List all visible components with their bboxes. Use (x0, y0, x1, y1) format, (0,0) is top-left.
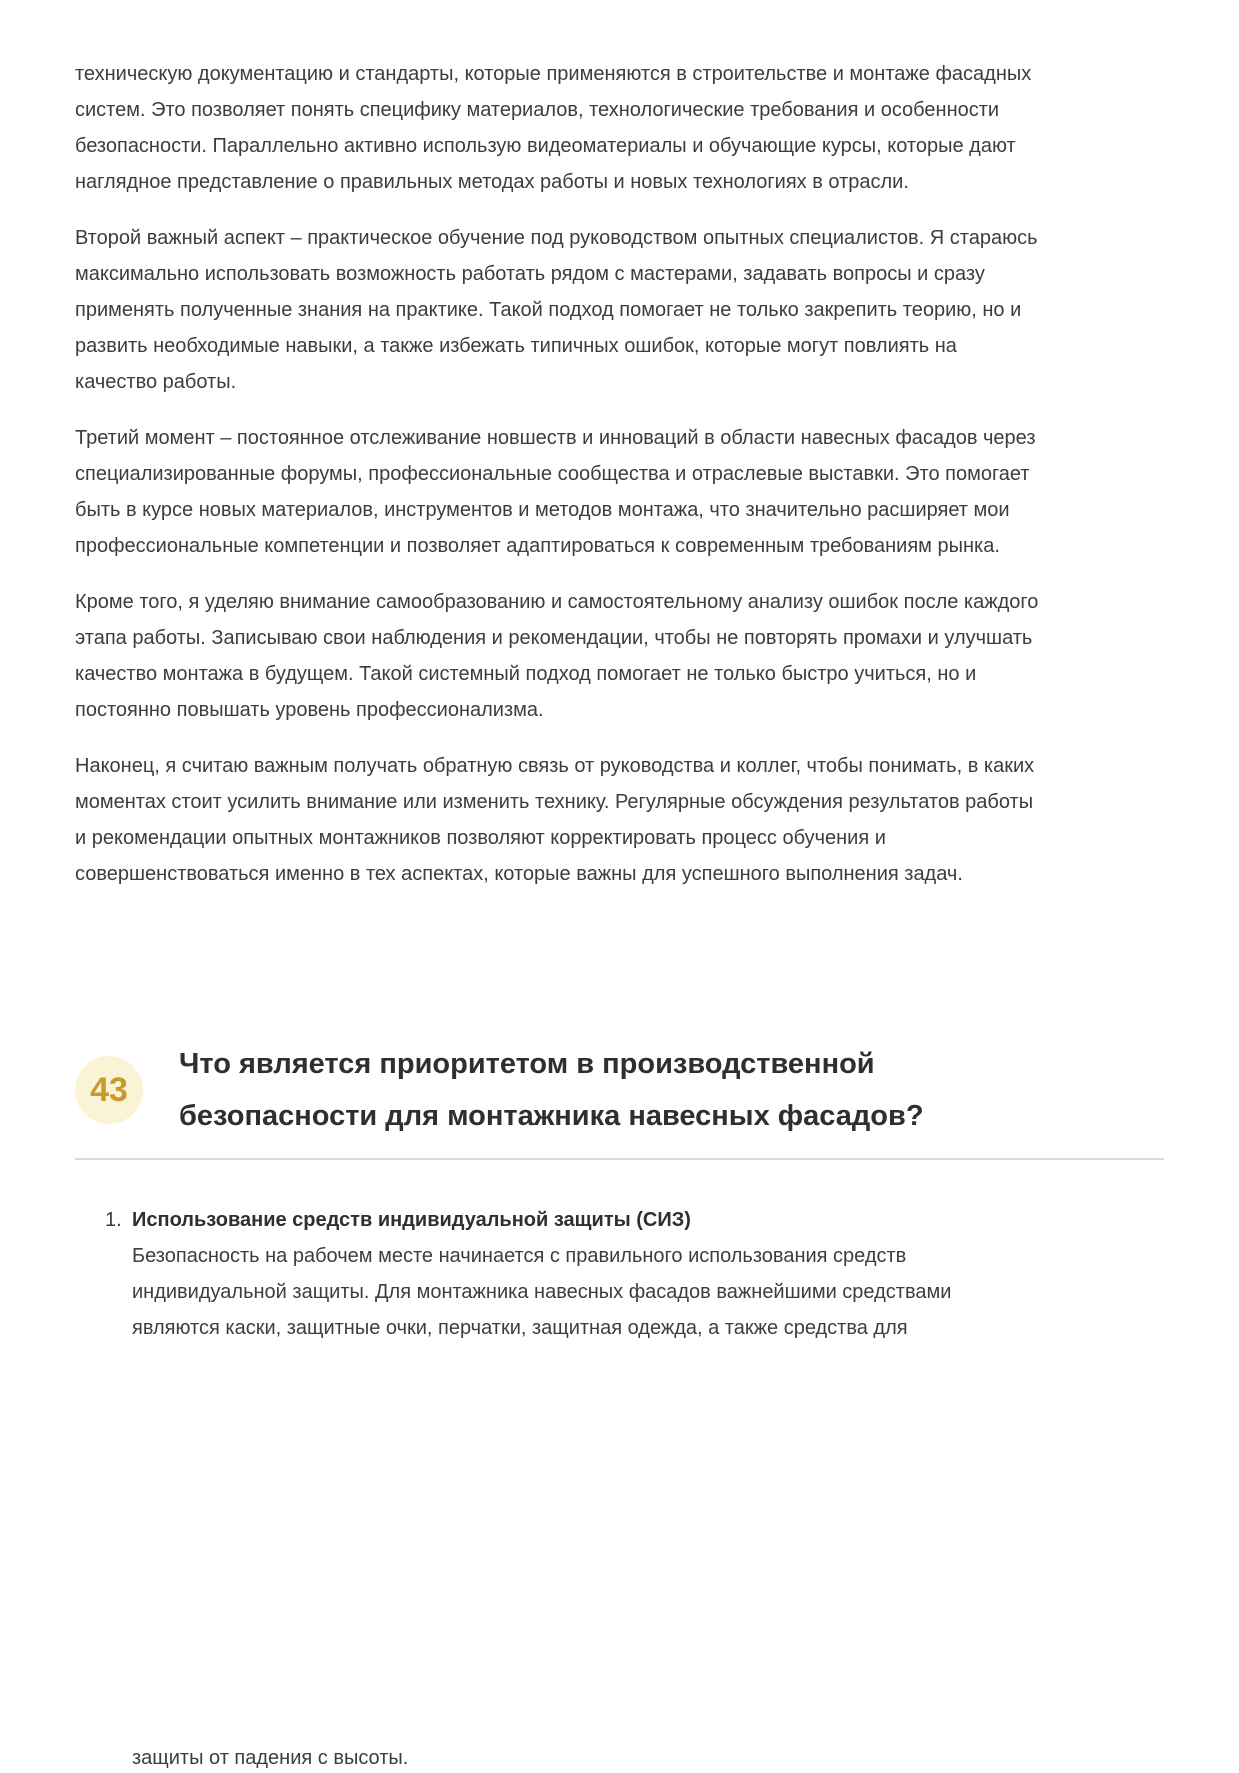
answer-list (75, 1202, 1010, 1346)
list-item (105, 1202, 1010, 1346)
question-block (75, 1038, 1164, 1142)
paragraph-5: Наконец, я считаю важным получать обратную связь от руководства и коллег, чтобы понимать, в каких моментах стоит усилить внимание или изменить технику. Регулярные обсуждения результатов работы и рекомендации опытных монтажников позволяют корректировать процесс обучения и совершенствоваться именно в тех аспектах, которые важны для успешного выполнения задач. (75, 755, 1035, 885)
paragraph-4: Кроме того, я уделяю внимание самообразованию и самостоятельному анализу ошибок после каждого этапа работы. Записываю свои наблюдения и рекомендации, чтобы не повторять промахи и улучшать качество монтажа в будущем. Такой системный подход помогает не только быстро учиться, но и постоянно повышать уровень профессионализма. (75, 591, 1039, 721)
question-title: Что является приоритетом в производственной безопасности для монтажника навесных фасадов? (179, 1048, 924, 1132)
question-number: 43 (90, 1070, 128, 1109)
paragraph-3: Третий момент – постоянное отслеживание новшеств и инноваций в области навесных фасадов через специализированные форумы, профессиональные сообщества и отраслевые выставки. Это помогает быть в курсе новых материалов, инструментов и методов монтажа, что значительно расширяет мои профессиональные компетенции и позволяет адаптироваться к современным требованиям рынка. (75, 427, 1036, 557)
list-item-body: Безопасность на рабочем месте начинается с правильного использования средств индивидуальной защиты. Для монтажника навесных фасадов важнейшими средствами являются каски, защитные очки, перчатки, защитная одежда, а также средства для (132, 1245, 952, 1339)
clipped-next-line-text: защиты от падения с высоты. (132, 1747, 409, 1769)
list-item-number: 1. (105, 1209, 122, 1231)
clipped-next-line (132, 1743, 1062, 1769)
list-item-content (132, 1202, 1010, 1346)
question-number-badge (75, 1056, 143, 1124)
paragraph-2: Второй важный аспект – практическое обучение под руководством опытных специалистов. Я стараюсь максимально использовать возможность работать рядом с мастерами, задавать вопросы и сразу применять полученные знания на практике. Такой подход помогает не только закрепить теорию, но и развить необходимые навыки, а также избежать типичных ошибок, которые могут повлиять на качество работы. (75, 227, 1038, 393)
body-paragraphs (75, 56, 1164, 892)
list-item-title: Использование средств индивидуальной защиты (СИЗ) (132, 1209, 691, 1231)
section-divider (75, 1158, 1164, 1160)
paragraph-1: техническую документацию и стандарты, которые применяются в строительстве и монтаже фасадных систем. Это позволяет понять специфику материалов, технологические требования и особенности безопасности. Параллельно активно использую видеоматериалы и обучающие курсы, которые дают наглядное представление о правильных методах работы и новых технологиях в отрасли. (75, 63, 1032, 193)
